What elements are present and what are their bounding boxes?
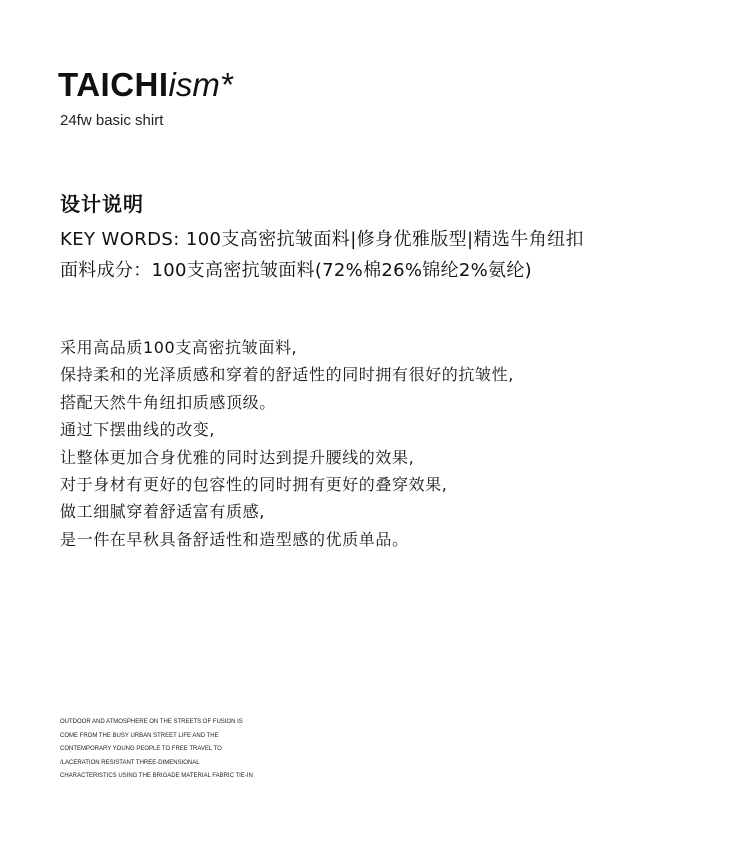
brand-logo — [58, 68, 233, 101]
fine-print — [60, 716, 253, 784]
section-title: 设计说明 — [60, 192, 144, 216]
fabric-composition: 面料成分：100支高密抗皱面料(72%棉26%锦纶2%氨纶) — [60, 260, 532, 281]
description-line: 是一件在早秋具备舒适性和造型感的优质单品。 — [60, 529, 409, 549]
description-line: 搭配天然牛角纽扣质感顶级。 — [60, 392, 276, 412]
description-list — [60, 334, 514, 553]
description-line: 通过下摆曲线的改变, — [60, 420, 216, 440]
fine-print-line: COME FROM THE BUSY URBAN STREET LIFE AND THE — [60, 732, 219, 739]
description-line: 保持柔和的光泽质感和穿着的舒适性的同时拥有很好的抗皱性, — [60, 365, 514, 385]
fine-print-line: CHARACTERISTICS USING THE BRIGADE MATERIAL FABRIC TIE-IN — [60, 773, 253, 780]
product-subtitle: 24fw basic shirt — [60, 112, 164, 129]
logo-suffix: ism* — [168, 66, 233, 103]
description-line: 对于身材有更好的包容性的同时拥有更好的叠穿效果, — [60, 475, 448, 495]
description-line: 做工细腻穿着舒适富有质感, — [60, 502, 265, 522]
keywords-line: KEY WORDS: 100支高密抗皱面料|修身优雅版型|精选牛角纽扣 — [60, 229, 584, 250]
fine-print-line: OUTDOOR AND ATMOSPHERE ON THE STREETS OF FUSION IS — [60, 719, 243, 725]
fine-print-line: /LACERATION RESISTANT THREE-DIMENSIONAL — [60, 759, 200, 766]
fine-print-line: CONTEMPORARY YOUNG PEOPLE TO FREE TRAVEL TO — [60, 746, 222, 753]
description-line: 让整体更加合身优雅的同时达到提升腰线的效果, — [60, 447, 415, 467]
logo-brand: TAICHI — [58, 66, 169, 103]
description-line: 采用高品质100支高密抗皱面料, — [60, 338, 298, 357]
